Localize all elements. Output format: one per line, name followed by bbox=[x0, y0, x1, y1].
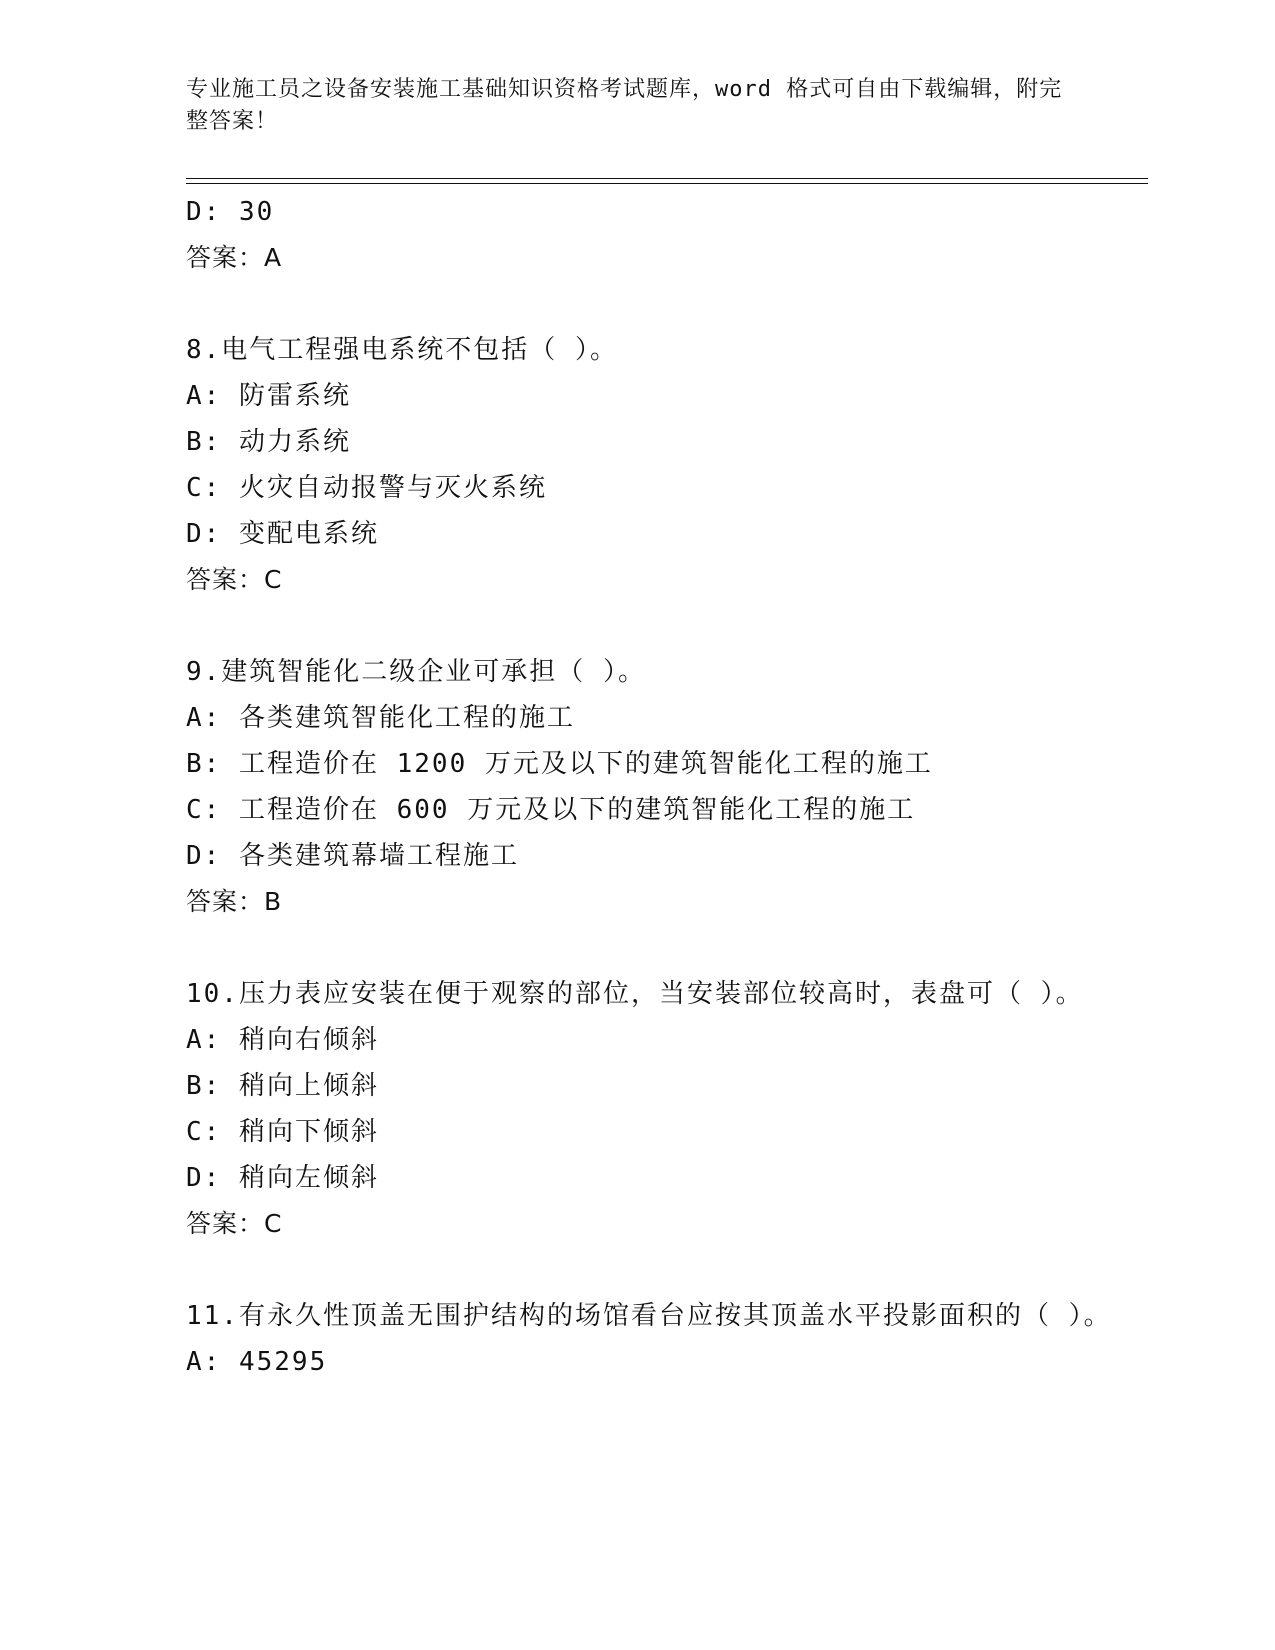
question-stem: 9.建筑智能化二级企业可承担（ ）。 bbox=[186, 657, 646, 687]
answer-label: 答案： bbox=[186, 1209, 265, 1238]
question-stem: 8.电气工程强电系统不包括（ ）。 bbox=[186, 335, 618, 365]
spacer bbox=[186, 603, 1126, 649]
answer-value: C bbox=[264, 1209, 283, 1238]
option-c: C: 火灾自动报警与灭火系统 bbox=[186, 473, 547, 503]
option-d: D: 各类建筑幕墙工程施工 bbox=[186, 841, 519, 871]
page-header: 专业施工员之设备安装施工基础知识资格考试题库，word 格式可自由下载编辑，附完整答案！ bbox=[186, 77, 1063, 134]
answer-value: C bbox=[264, 565, 283, 594]
answer-value: A bbox=[264, 243, 283, 272]
answer-value: B bbox=[264, 887, 283, 916]
answer-line bbox=[186, 1201, 1126, 1247]
answer-label: 答案： bbox=[186, 887, 265, 916]
spacer bbox=[186, 1247, 1126, 1293]
option-a: A: 各类建筑智能化工程的施工 bbox=[186, 703, 575, 733]
option-c: C: 工程造价在 600 万元及以下的建筑智能化工程的施工 bbox=[186, 795, 916, 825]
option-d: D: 变配电系统 bbox=[186, 519, 379, 549]
question-stem: 10.压力表应安装在便于观察的部位，当安装部位较高时，表盘可（ ）。 bbox=[186, 979, 1084, 1009]
option-b: B: 工程造价在 1200 万元及以下的建筑智能化工程的施工 bbox=[186, 749, 933, 779]
option-a: A: 防雷系统 bbox=[186, 381, 351, 411]
option-c: C: 稍向下倾斜 bbox=[186, 1117, 379, 1147]
header-divider-top bbox=[186, 178, 1148, 179]
question-list bbox=[186, 189, 1126, 1385]
answer-line bbox=[186, 557, 1126, 603]
answer-label: 答案： bbox=[186, 243, 265, 272]
option-b: B: 动力系统 bbox=[186, 427, 351, 457]
spacer bbox=[186, 925, 1126, 971]
option-a: A: 稍向右倾斜 bbox=[186, 1025, 379, 1055]
answer-label: 答案： bbox=[186, 565, 265, 594]
spacer bbox=[186, 281, 1126, 327]
option-a: A: 45295 bbox=[186, 1347, 328, 1377]
question-stem: 11.有永久性顶盖无围护结构的场馆看台应按其顶盖水平投影面积的（ ）。 bbox=[186, 1301, 1112, 1331]
answer-line bbox=[186, 235, 1126, 281]
option-b: B: 稍向上倾斜 bbox=[186, 1071, 379, 1101]
option-d-carryover: D: 30 bbox=[186, 197, 275, 227]
answer-line bbox=[186, 879, 1126, 925]
header-divider-bottom bbox=[186, 183, 1148, 184]
option-d: D: 稍向左倾斜 bbox=[186, 1163, 379, 1193]
